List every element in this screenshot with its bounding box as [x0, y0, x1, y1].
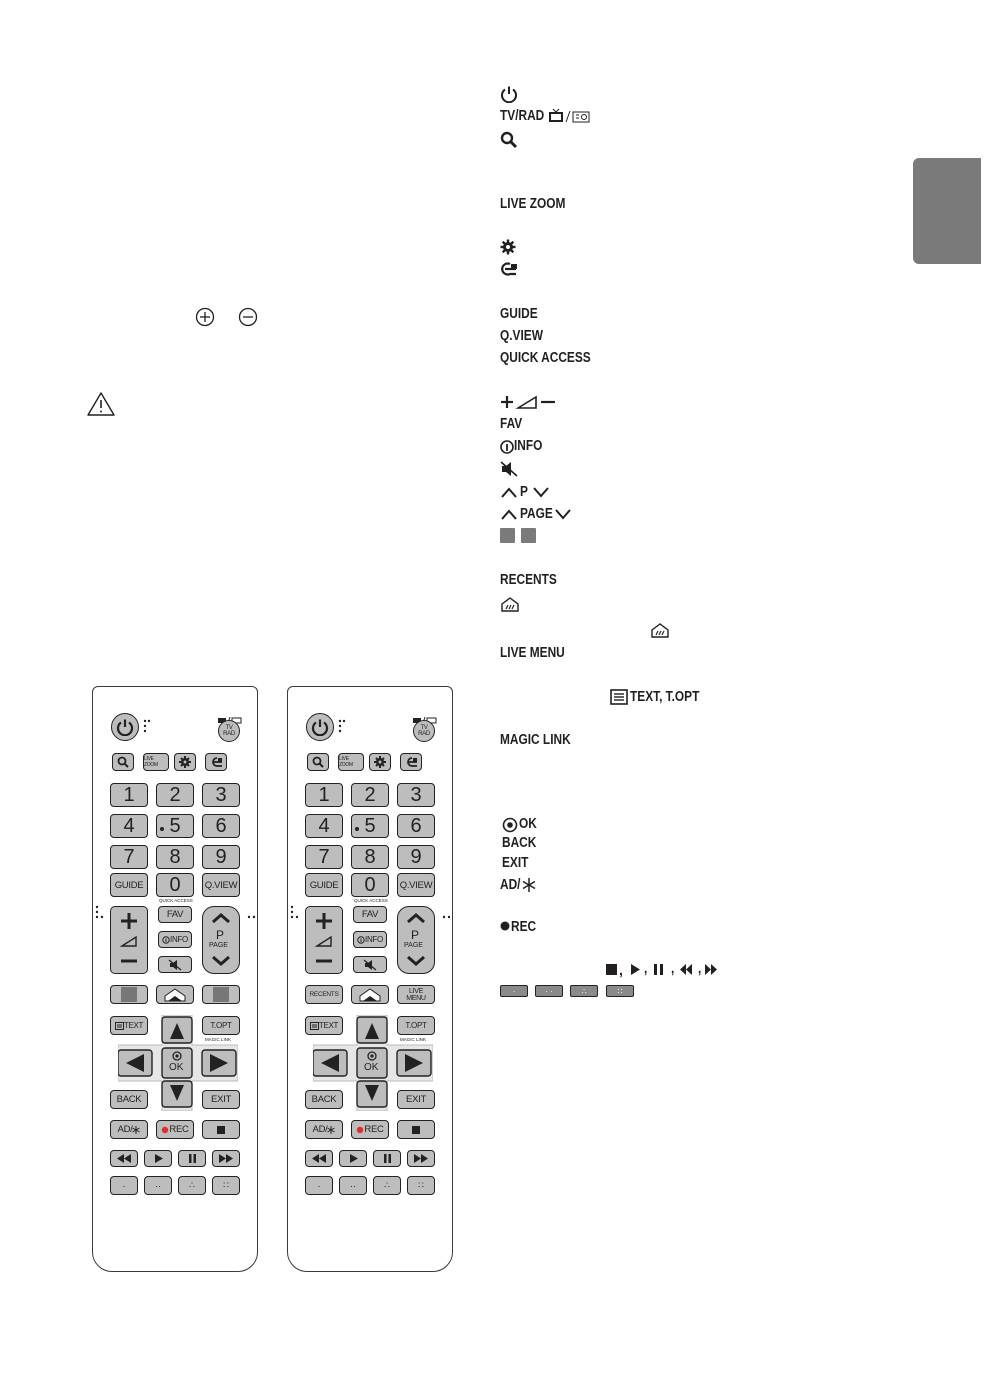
color-button-2[interactable]: ·· [339, 1176, 367, 1195]
rewind-icon [680, 964, 692, 975]
braille-dots-icon [442, 907, 452, 925]
color-button-4: ∷ [606, 985, 634, 997]
qview-label: Q.VIEW [500, 328, 543, 344]
number-button-5[interactable]: 5 [156, 814, 194, 838]
channel-p-label: P [216, 928, 225, 942]
text-topt-label: TEXT, T.OPT [630, 689, 700, 705]
ok-label: OK [519, 816, 537, 832]
comma-text: , [619, 962, 623, 978]
input-source-icon [404, 756, 418, 768]
play-icon [631, 964, 640, 975]
color-button-3[interactable]: ∴ [373, 1176, 401, 1195]
settings-button[interactable] [369, 753, 391, 771]
quick-access-label: QUICK ACCESS [500, 350, 591, 366]
number-button-4[interactable]: 4 [305, 814, 343, 838]
color-button-1: · [500, 985, 528, 997]
ok-icon [502, 817, 518, 833]
info-icon [162, 936, 170, 944]
section-tab [913, 158, 981, 264]
exit-button[interactable]: EXIT [202, 1090, 240, 1109]
number-button-4[interactable]: 4 [110, 814, 148, 838]
braille-dots-icon [338, 719, 346, 738]
fav-label: FAV [500, 416, 523, 432]
comma-text: , [644, 961, 648, 977]
channel-page-label: PAGE [209, 942, 228, 949]
gray-square-icon [500, 528, 515, 543]
quick-access-caption: QUICK ACCESS [354, 898, 388, 903]
home-icon [650, 622, 670, 638]
tv-rad-button[interactable]: TV RAD [218, 720, 240, 742]
color-button-4[interactable]: ∷ [407, 1176, 435, 1195]
input-source-icon [500, 261, 518, 277]
pause-icon [654, 964, 663, 975]
info-icon [500, 439, 514, 455]
qview-button[interactable]: Q.VIEW [397, 873, 435, 897]
color-button-3[interactable]: ∴ [178, 1176, 206, 1195]
volume-icon [500, 393, 558, 411]
input-source-icon [209, 756, 223, 768]
search-button[interactable] [307, 753, 329, 771]
text-label: TEXT [123, 1021, 144, 1030]
plus-circle-icon [197, 309, 214, 326]
t-opt-button[interactable]: T.OPT [397, 1016, 435, 1035]
color-button-2: · · [535, 985, 563, 997]
braille-dot-icon [159, 819, 165, 837]
braille-dots-icon [143, 719, 151, 738]
live-zoom-button[interactable]: LIVE ZOOM [143, 753, 169, 771]
play-button[interactable] [144, 1150, 172, 1167]
remote-control-2 [287, 686, 453, 1274]
search-button[interactable] [112, 753, 134, 771]
comma-text: , [671, 961, 675, 977]
info-icon [357, 936, 365, 944]
ad-button[interactable] [305, 1120, 343, 1139]
play-button[interactable] [339, 1150, 367, 1167]
home-icon [500, 596, 520, 612]
exit-button[interactable]: EXIT [397, 1090, 435, 1109]
teletext-icon [610, 689, 628, 705]
live-zoom-label: LIVE ZOOM [500, 196, 566, 212]
info-text: INFO [170, 935, 188, 944]
mute-icon [500, 461, 518, 477]
info-text: INFO [365, 935, 383, 944]
volume-rocker[interactable] [305, 906, 343, 974]
gear-icon [179, 756, 191, 768]
warning-triangle-icon [86, 391, 116, 417]
info-button[interactable] [353, 931, 387, 948]
ad-text: AD/ [312, 1124, 328, 1135]
page-label: PAGE [520, 506, 553, 522]
fast-forward-icon [219, 1154, 233, 1163]
magic-link-label: MAGIC LINK [500, 732, 571, 748]
fast-forward-icon [705, 964, 717, 975]
asterisk-icon [327, 1126, 335, 1134]
gray-square-icon [521, 528, 536, 543]
pause-icon [383, 1154, 392, 1163]
braille-dots-icon [95, 905, 105, 926]
chevron-up-icon [500, 485, 518, 499]
number-button-6[interactable]: 6 [397, 814, 435, 838]
mute-icon [168, 959, 182, 971]
color-button-2[interactable]: ·· [144, 1176, 172, 1195]
number-button-3[interactable]: 3 [397, 783, 435, 807]
rec-label: REC [511, 919, 537, 935]
remote-body [92, 686, 258, 1272]
volume-adjust-icons [195, 307, 265, 329]
color-button-4[interactable]: ∷ [212, 1176, 240, 1195]
number-button-3[interactable]: 3 [202, 783, 240, 807]
stop-button[interactable] [397, 1120, 435, 1139]
settings-button[interactable] [174, 753, 196, 771]
info-button[interactable] [158, 931, 192, 948]
search-icon [117, 756, 129, 768]
home-button[interactable] [351, 985, 389, 1004]
home-button[interactable] [156, 985, 194, 1004]
asterisk-icon [132, 1126, 140, 1134]
magic-link-caption: MAGIC LINK [205, 1037, 232, 1042]
live-zoom-button[interactable]: LIVE ZOOM [338, 753, 364, 771]
number-button-0[interactable]: 0 [156, 873, 194, 897]
text-label: TEXT [318, 1021, 339, 1030]
rewind-button[interactable] [305, 1150, 333, 1167]
fast-forward-button[interactable] [212, 1150, 240, 1167]
channel-page-label: PAGE [404, 942, 423, 949]
stop-icon [606, 964, 617, 975]
guide-button[interactable]: GUIDE [305, 873, 343, 897]
home-icon [162, 988, 188, 1002]
number-button-1[interactable]: 1 [305, 783, 343, 807]
color-button-1[interactable]: · [305, 1176, 333, 1195]
color-button-3: ∴ [570, 985, 598, 997]
record-dot-icon [161, 1126, 169, 1134]
fast-forward-icon [414, 1154, 428, 1163]
number-button-9[interactable]: 9 [397, 845, 435, 869]
number-button-7[interactable]: 7 [110, 845, 148, 869]
record-dot-icon [500, 921, 510, 931]
rec-text: REC [169, 1124, 189, 1135]
guide-label: GUIDE [500, 306, 538, 322]
number-button-1[interactable]: 1 [110, 783, 148, 807]
guide-button[interactable]: GUIDE [110, 873, 148, 897]
rewind-icon [312, 1154, 326, 1163]
rec-button[interactable] [351, 1120, 389, 1139]
t-opt-button[interactable]: T.OPT [202, 1016, 240, 1035]
rewind-button[interactable] [110, 1150, 138, 1167]
back-button[interactable]: BACK [110, 1090, 148, 1109]
live-menu-label: LIVE MENU [500, 645, 565, 661]
info-label: INFO [514, 438, 543, 454]
pause-icon [188, 1154, 197, 1163]
qview-button[interactable]: Q.VIEW [202, 873, 240, 897]
channel-p-label: P [411, 928, 420, 942]
mute-button[interactable] [353, 956, 387, 973]
braille-dots-icon [290, 905, 300, 926]
back-label: BACK [502, 835, 537, 851]
power-button[interactable] [111, 713, 139, 741]
ok-text: OK [364, 1062, 379, 1073]
number-button-2[interactable]: 2 [156, 783, 194, 807]
pause-button[interactable] [373, 1150, 401, 1167]
braille-dot-icon [354, 819, 360, 837]
gray-square-icon [121, 987, 137, 1002]
quick-access-caption: QUICK ACCESS [159, 898, 193, 903]
ad-text: AD/ [117, 1124, 133, 1135]
stop-button[interactable] [202, 1120, 240, 1139]
number-button-0[interactable]: 0 [351, 873, 389, 897]
ad-button[interactable] [110, 1120, 148, 1139]
chevron-down-icon [554, 507, 572, 521]
live-text: LIVE [409, 987, 423, 995]
record-dot-icon [356, 1126, 364, 1134]
recents-label: RECENTS [500, 572, 557, 588]
mute-button[interactable] [158, 956, 192, 973]
color-button-1[interactable]: · [110, 1176, 138, 1195]
rec-button[interactable] [156, 1120, 194, 1139]
number-button-7[interactable]: 7 [305, 845, 343, 869]
tv-rad-label: TV/RAD [500, 108, 545, 124]
home-icon [357, 988, 383, 1002]
power-icon [500, 85, 518, 103]
gear-icon [500, 239, 516, 255]
chevron-up-icon [500, 507, 518, 521]
play-icon [349, 1154, 358, 1163]
color-key-button[interactable] [202, 985, 240, 1004]
fast-forward-button[interactable] [407, 1150, 435, 1167]
power-icon [311, 718, 329, 736]
comma-text: , [698, 961, 702, 977]
back-button[interactable]: BACK [305, 1090, 343, 1109]
number-button-2[interactable]: 2 [351, 783, 389, 807]
ad-label: AD/ [500, 877, 521, 893]
mute-icon [363, 959, 377, 971]
rec-text: REC [364, 1124, 384, 1135]
channel-rocker[interactable] [202, 906, 240, 974]
number-button-9[interactable]: 9 [202, 845, 240, 869]
stop-icon [412, 1126, 420, 1134]
search-icon [500, 131, 518, 149]
number-button-6[interactable]: 6 [202, 814, 240, 838]
number-button-5[interactable]: 5 [351, 814, 389, 838]
volume-icon [306, 907, 342, 973]
volume-rocker[interactable] [110, 906, 148, 974]
play-icon [154, 1154, 163, 1163]
input-button[interactable] [400, 753, 422, 771]
fav-button[interactable]: FAV [158, 906, 192, 923]
power-icon [116, 718, 134, 736]
power-button[interactable] [306, 713, 334, 741]
number-button-8[interactable]: 8 [156, 845, 194, 869]
color-key-button[interactable] [110, 985, 148, 1004]
fav-button[interactable]: FAV [353, 906, 387, 923]
p-label: P [520, 484, 528, 500]
tv-rad-button[interactable]: TV RAD [413, 720, 435, 742]
remote-control-1 [92, 686, 258, 1274]
number-button-8[interactable]: 8 [351, 845, 389, 869]
gray-square-icon [213, 987, 229, 1002]
exit-label: EXIT [502, 855, 529, 871]
live-menu-button[interactable] [397, 985, 435, 1004]
chevron-down-icon [532, 485, 550, 499]
rewind-icon [117, 1154, 131, 1163]
pause-button[interactable] [178, 1150, 206, 1167]
braille-dots-icon [247, 907, 257, 925]
ok-text: OK [169, 1062, 184, 1073]
gear-icon [374, 756, 386, 768]
channel-rocker[interactable] [397, 906, 435, 974]
input-button[interactable] [205, 753, 227, 771]
minus-circle-icon [240, 309, 257, 326]
volume-icon [111, 907, 147, 973]
recents-button[interactable]: RECENTS [305, 985, 343, 1004]
playback-icons [604, 962, 724, 978]
search-icon [312, 756, 324, 768]
stop-icon [217, 1126, 225, 1134]
menu-text: MENU [406, 994, 426, 1002]
magic-link-caption: MAGIC LINK [400, 1037, 427, 1042]
asterisk-icon [521, 877, 537, 893]
remote-body [287, 686, 453, 1272]
tv-radio-icon [548, 108, 592, 124]
